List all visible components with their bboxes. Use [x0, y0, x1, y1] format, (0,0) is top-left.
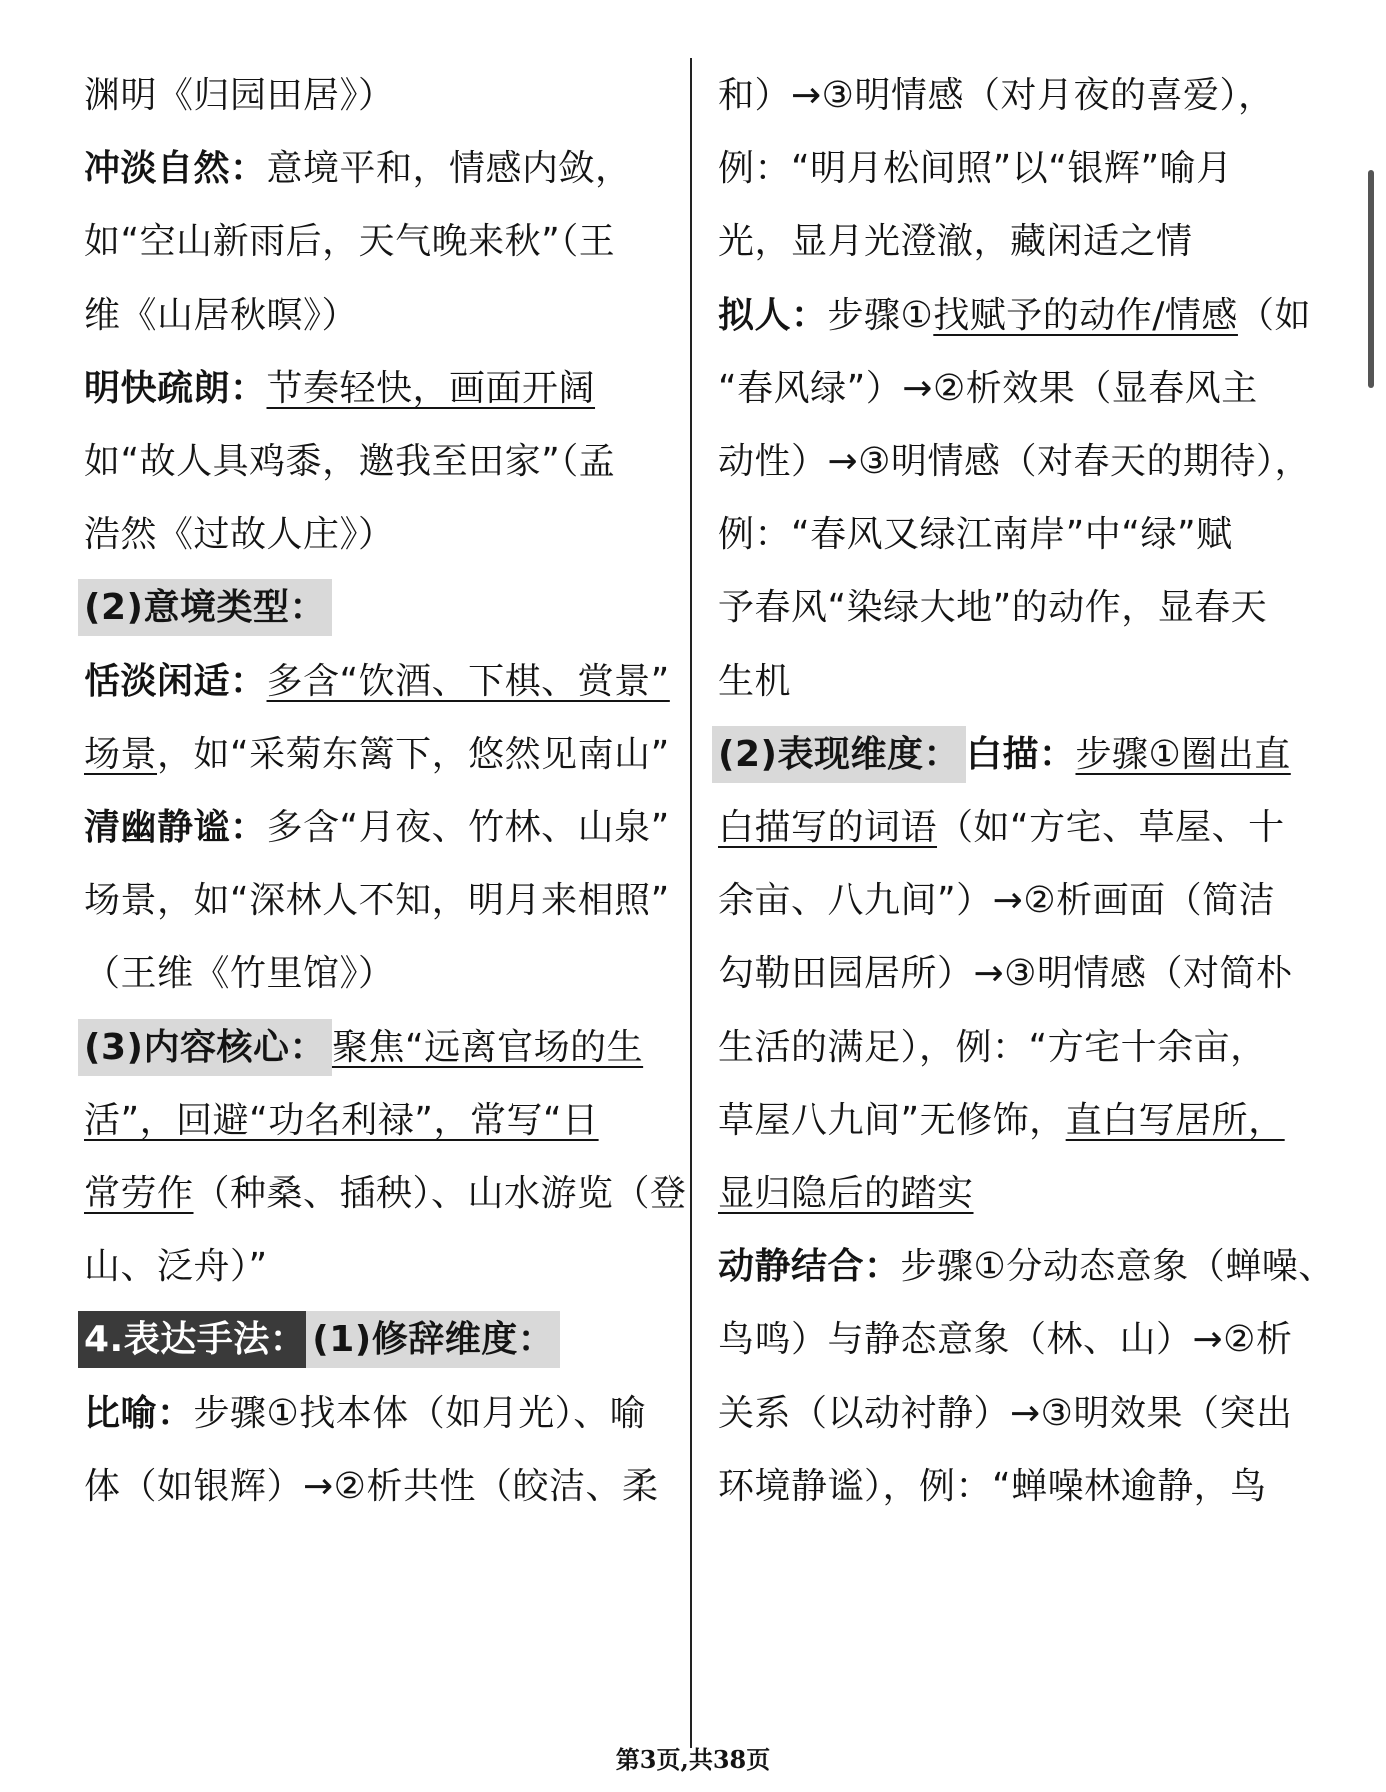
- text-segment: 体（如银辉）→②析共性（皎洁、柔: [84, 1465, 659, 1507]
- text-line: [718, 733, 1291, 777]
- term-label: 恬淡闲适：: [84, 660, 267, 702]
- text-segment: 光，显月光澄澈，藏闲适之情: [718, 221, 1193, 263]
- underlined-text: 常劳作: [84, 1173, 194, 1214]
- text-line: [718, 806, 1285, 850]
- text-segment: 场景，如“深林人不知，明月来相照”: [84, 880, 670, 922]
- term-label: 比喻：: [84, 1392, 194, 1434]
- text-segment: 多含“月夜、竹林、山泉”: [266, 807, 670, 848]
- text-line: [718, 294, 1311, 338]
- term-label: 拟人：: [718, 294, 828, 336]
- text-line: [84, 660, 670, 704]
- section-heading: 4.表达手法：: [78, 1311, 312, 1368]
- text-line: [718, 147, 1233, 191]
- text-segment: “春风绿”）→②析效果（显春风主: [718, 367, 1258, 409]
- text-line: [84, 1392, 646, 1436]
- text-line: [84, 952, 395, 996]
- text-segment: 环境静谧），例：“蝉噪林逾静，鸟: [718, 1465, 1267, 1507]
- text-line: [84, 733, 670, 777]
- text-segment: ，如“采菊东篱下，悠然见南山”: [157, 733, 670, 775]
- text-segment: 勾勒田园居所）→③明情感（对简朴: [718, 953, 1293, 995]
- text-line: [718, 1318, 1292, 1362]
- text-line: [718, 1172, 974, 1216]
- text-line: [84, 586, 332, 630]
- text-segment: 步骤①找本体（如月光）、喻: [193, 1392, 647, 1434]
- text-line: [718, 1392, 1292, 1436]
- text-line: [84, 1172, 687, 1216]
- text-line: [718, 1465, 1267, 1509]
- text-segment: 例：“明月松间照”以“银辉”喻月: [718, 148, 1233, 190]
- text-segment: （种桑、插秧）、山水游览（登: [193, 1173, 687, 1214]
- text-line: [718, 220, 1193, 264]
- text-line: [84, 1318, 560, 1362]
- text-line: [84, 367, 595, 411]
- underlined-text: 白描写的词语: [718, 807, 938, 848]
- section-heading: (3)内容核心：: [78, 1019, 332, 1076]
- underlined-text: 找赋予的动作/情感: [933, 294, 1238, 336]
- text-line: [84, 74, 395, 118]
- text-line: [718, 513, 1233, 557]
- text-segment: 动性）→③明情感（对春天的期待），: [718, 441, 1311, 482]
- text-segment: 步骤①分动态意象（蝉噪、: [900, 1246, 1335, 1288]
- text-segment: 例：“春风又绿江南岸”中“绿”赋: [718, 514, 1233, 556]
- text-line: [84, 220, 615, 264]
- text-line: [84, 1465, 658, 1509]
- section-heading: (1)修辞维度：: [306, 1311, 560, 1368]
- text-line: [718, 1245, 1335, 1289]
- text-line: [718, 586, 1267, 630]
- text-segment: 关系（以动衬静）→③明效果（突出: [718, 1392, 1293, 1434]
- text-line: [718, 440, 1311, 484]
- text-line: [84, 806, 670, 850]
- text-line: [718, 879, 1275, 923]
- page-footer: 第3页,共38页: [615, 1745, 771, 1774]
- underlined-text: 活”，回避“功名利禄”，常写“日: [84, 1099, 599, 1141]
- section-heading: (2)意境类型：: [78, 579, 332, 636]
- text-line: [84, 147, 632, 191]
- text-line: [718, 660, 791, 704]
- text-line: [84, 440, 615, 484]
- text-line: [718, 1099, 1285, 1143]
- text-segment: 余亩、八九间”）→②析画面（简洁: [718, 880, 1276, 922]
- text-segment: 生活的满足），例：“方宅十余亩，: [718, 1026, 1267, 1068]
- term-label: 明快疏朗：: [84, 367, 267, 409]
- scrollbar-thumb[interactable]: [1368, 170, 1374, 388]
- text-segment: 和）→③明情感（对月夜的喜爱），: [718, 75, 1275, 116]
- underlined-text: 场景: [84, 733, 158, 775]
- text-segment: 浩然《过故人庄》）: [84, 514, 395, 556]
- text-segment: 渊明《归园田居》）: [84, 75, 395, 116]
- term-label: 白描：: [965, 733, 1076, 775]
- underlined-text: 步骤①圈出直: [1075, 733, 1291, 775]
- underlined-text: 直白写居所，: [1065, 1099, 1285, 1141]
- text-segment: 如“故人具鸡黍，邀我至田家”（孟: [84, 441, 616, 482]
- term-label: 动静结合：: [718, 1246, 901, 1288]
- text-segment: 草屋八九间”无修饰，: [718, 1099, 1066, 1141]
- underlined-text: 显归隐后的踏实: [718, 1173, 974, 1214]
- text-line: [84, 294, 358, 338]
- text-line: [718, 367, 1258, 411]
- text-line: [84, 1245, 268, 1289]
- text-line: [84, 513, 395, 557]
- text-line: [718, 1026, 1267, 1070]
- text-segment: （如“方宅、草屋、十: [937, 807, 1285, 848]
- text-line: [84, 879, 670, 923]
- text-line: [84, 1099, 599, 1143]
- text-line: [718, 74, 1274, 118]
- section-heading: (2)表现维度：: [712, 726, 966, 783]
- text-segment: 步骤①: [827, 294, 934, 336]
- term-label: 冲淡自然：: [84, 148, 267, 190]
- text-line: [84, 1026, 643, 1070]
- text-segment: 山、泛舟）”: [84, 1246, 268, 1288]
- underlined-text: 多含“饮酒、下棋、赏景”: [266, 660, 670, 702]
- term-label: 清幽静谧：: [84, 807, 267, 848]
- text-line: [718, 952, 1292, 996]
- text-segment: （王维《竹里馆》）: [84, 953, 395, 995]
- text-segment: 鸟鸣）与静态意象（林、山）→②析: [718, 1319, 1293, 1361]
- text-segment: 维《山居秋暝》）: [84, 294, 359, 336]
- underlined-text: 节奏轻快，画面开阔: [266, 367, 596, 409]
- text-segment: 生机: [718, 660, 792, 702]
- text-segment: （如: [1237, 294, 1311, 336]
- underlined-text: 聚焦“远离官场的生: [331, 1026, 644, 1068]
- text-segment: 如“空山新雨后，天气晚来秋”（王: [84, 221, 616, 263]
- column-divider: [690, 58, 692, 1748]
- text-segment: 意境平和，情感内敛，: [266, 148, 632, 190]
- text-segment: 予春风“染绿大地”的动作，显春天: [718, 587, 1268, 629]
